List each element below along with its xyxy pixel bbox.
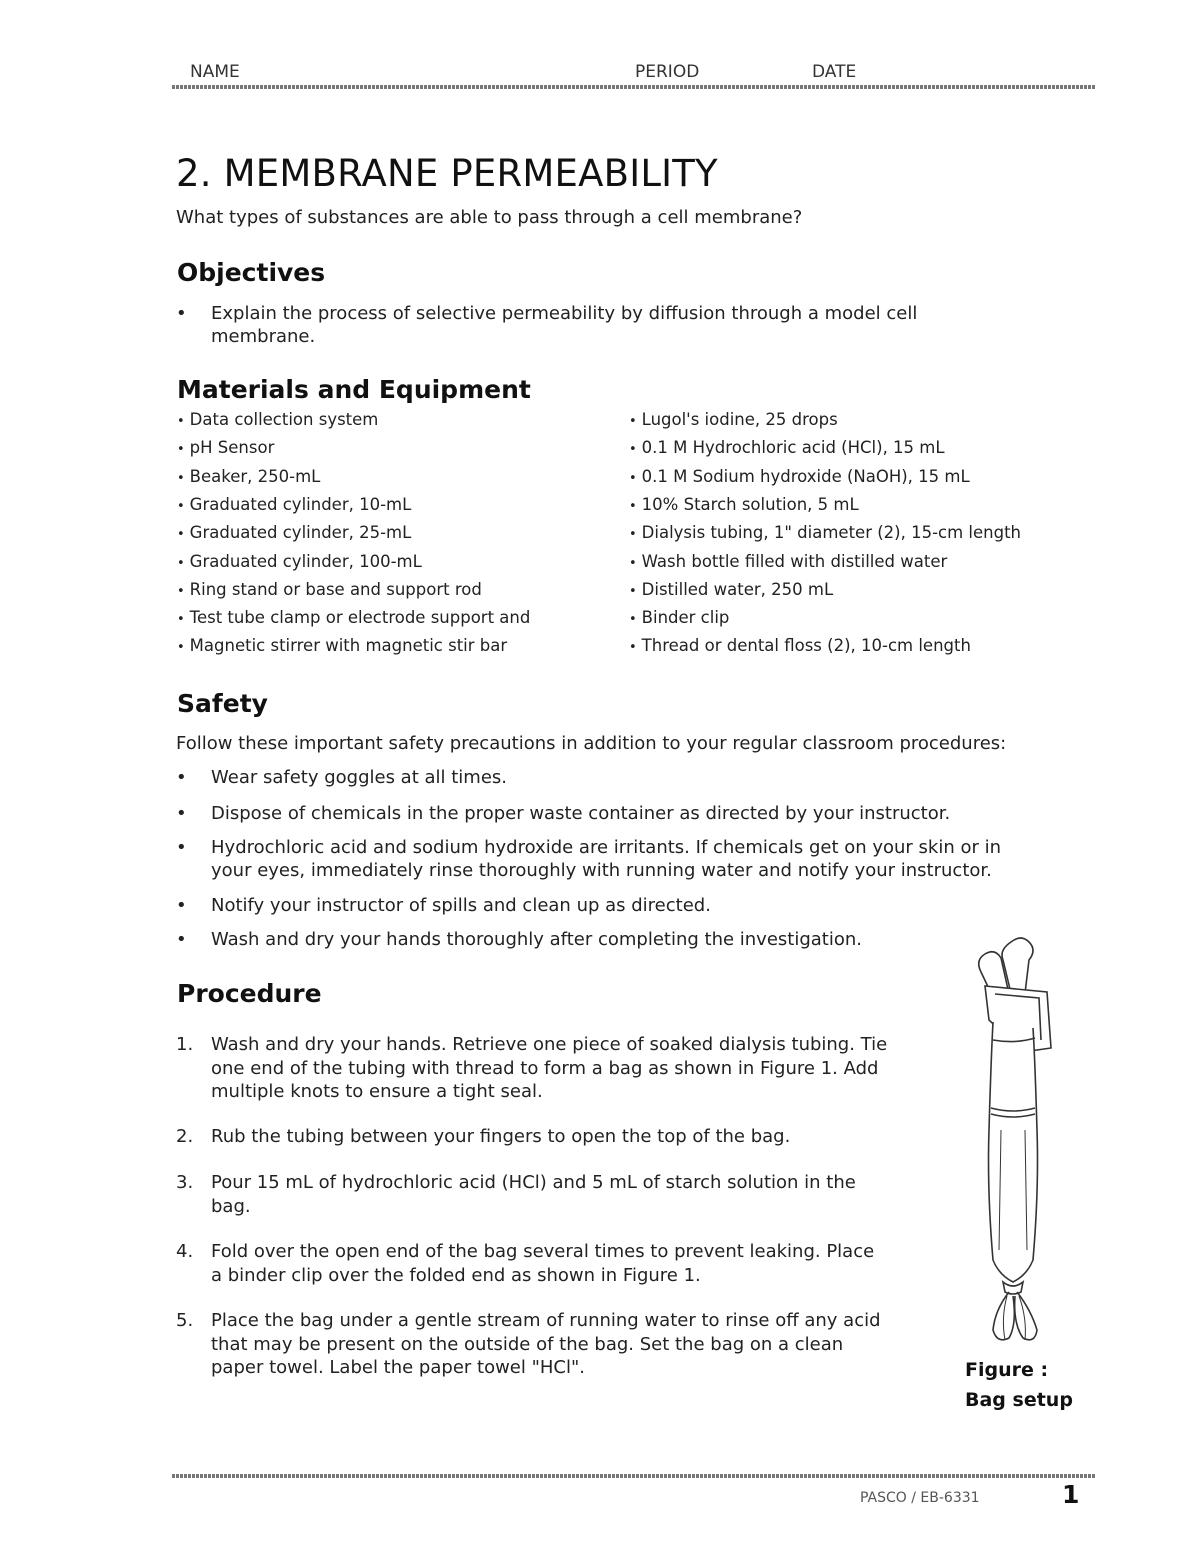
materials-heading: Materials and Equipment bbox=[177, 375, 531, 404]
safety-line: Notify your instructor of spills and clean up as directed. bbox=[211, 895, 711, 916]
step-number: 4. bbox=[176, 1241, 194, 1262]
material-text: 0.1 M Sodium hydroxide (NaOH), 15 mL bbox=[641, 466, 970, 486]
safety-line: Wear safety goggles at all times. bbox=[211, 767, 508, 788]
material-item bbox=[177, 495, 411, 517]
bullet-icon: • bbox=[177, 612, 185, 628]
dialysis-bag-illustration bbox=[955, 930, 1065, 1360]
bullet-icon: • bbox=[629, 583, 637, 599]
footer-source: PASCO / EB-6331 bbox=[860, 1490, 980, 1506]
safety-line: Dispose of chemicals in the proper waste container as directed by your instructor. bbox=[211, 803, 951, 824]
bullet-icon: • bbox=[177, 583, 185, 599]
step-number: 5. bbox=[176, 1310, 194, 1331]
date-label: DATE bbox=[812, 62, 857, 82]
material-text: pH Sensor bbox=[189, 438, 275, 458]
bullet-icon: • bbox=[629, 498, 637, 514]
header-rule bbox=[172, 85, 1096, 89]
step-line: Fold over the open end of the bag several times to prevent leaking. Place bbox=[211, 1241, 875, 1262]
step-number: 2. bbox=[176, 1126, 194, 1147]
objective-line: Explain the process of selective permeability by diffusion through a model cell bbox=[211, 303, 918, 324]
step-line: multiple knots to ensure a tight seal. bbox=[211, 1081, 543, 1102]
step-line: bag. bbox=[211, 1195, 251, 1217]
bullet-icon: • bbox=[629, 527, 637, 543]
material-item bbox=[177, 410, 378, 432]
safety-line: Hydrochloric acid and sodium hydroxide are irritants. If chemicals get on your skin or in bbox=[211, 837, 1002, 858]
material-text: Beaker, 250-mL bbox=[189, 466, 321, 486]
objectives-heading: Objectives bbox=[177, 258, 326, 287]
material-item bbox=[629, 580, 833, 602]
material-text: Wash bottle filled with distilled water bbox=[641, 551, 948, 571]
material-item bbox=[177, 608, 530, 630]
step-number: 1. bbox=[176, 1034, 194, 1055]
bullet-icon: • bbox=[176, 837, 187, 858]
bullet-icon: • bbox=[629, 555, 637, 571]
material-text: Thread or dental floss (2), 10-cm length bbox=[641, 636, 971, 656]
bullet-icon: • bbox=[176, 803, 187, 824]
bullet-icon: • bbox=[177, 442, 185, 458]
step-line: Rub the tubing between your fingers to open the top of the bag. bbox=[211, 1126, 791, 1147]
material-item bbox=[629, 552, 947, 574]
material-text: Lugol's iodine, 25 drops bbox=[641, 410, 838, 429]
name-label: NAME bbox=[190, 62, 240, 82]
bullet-icon: • bbox=[176, 929, 187, 950]
material-text: Data collection system bbox=[189, 410, 379, 429]
material-item bbox=[177, 523, 411, 545]
material-text: Graduated cylinder, 25-mL bbox=[189, 523, 412, 543]
material-item bbox=[629, 608, 729, 630]
page-subtitle: What types of substances are able to pass through a cell membrane? bbox=[176, 207, 803, 228]
bullet-icon: • bbox=[177, 640, 185, 656]
bullet-icon: • bbox=[176, 895, 187, 916]
material-item bbox=[177, 552, 422, 574]
bullet-icon: • bbox=[629, 612, 637, 628]
bag-setup-figure bbox=[955, 930, 1065, 1360]
bullet-icon: • bbox=[177, 555, 185, 571]
bullet-icon: • bbox=[629, 470, 637, 486]
material-item bbox=[629, 410, 838, 432]
material-item bbox=[629, 438, 945, 460]
bullet-icon: • bbox=[176, 303, 187, 324]
material-item bbox=[177, 580, 482, 602]
bullet-icon: • bbox=[629, 414, 637, 429]
step-line: a binder clip over the folded end as shown in Figure 1. bbox=[211, 1264, 701, 1286]
procedure-heading: Procedure bbox=[177, 979, 322, 1008]
material-text: Graduated cylinder, 10-mL bbox=[189, 494, 412, 514]
safety-heading: Safety bbox=[177, 689, 268, 718]
material-text: Test tube clamp or electrode support and bbox=[189, 608, 531, 628]
bullet-icon: • bbox=[177, 527, 185, 543]
step-line: Pour 15 mL of hydrochloric acid (HCl) and 5 mL of starch solution in the bbox=[211, 1172, 856, 1193]
step-line: Wash and dry your hands. Retrieve one piece of soaked dialysis tubing. Tie bbox=[211, 1034, 888, 1055]
objective-line: membrane. bbox=[211, 326, 316, 347]
safety-intro: Follow these important safety precautions in addition to your regular classroom procedures: bbox=[176, 733, 1007, 754]
bullet-icon: • bbox=[177, 498, 185, 514]
material-item bbox=[629, 467, 970, 489]
step-line: paper towel. Label the paper towel "HCl". bbox=[211, 1357, 585, 1378]
bullet-icon: • bbox=[629, 442, 637, 458]
material-text: Binder clip bbox=[641, 608, 730, 628]
material-text: 10% Starch solution, 5 mL bbox=[641, 494, 859, 514]
figure-caption-label: Figure : bbox=[965, 1359, 1049, 1381]
material-text: Magnetic stirrer with magnetic stir bar bbox=[189, 636, 508, 656]
step-line: that may be present on the outside of the bag. Set the bag on a clean bbox=[211, 1333, 844, 1355]
material-item bbox=[177, 636, 507, 658]
material-text: 0.1 M Hydrochloric acid (HCl), 15 mL bbox=[641, 438, 945, 458]
material-text: Distilled water, 250 mL bbox=[641, 579, 834, 599]
figure-caption-title: Bag setup bbox=[965, 1389, 1073, 1411]
material-item bbox=[177, 467, 320, 489]
footer-rule bbox=[172, 1474, 1096, 1478]
step-line: one end of the tubing with thread to form a bag as shown in Figure 1. Add bbox=[211, 1057, 879, 1079]
page-title: 2. MEMBRANE PERMEABILITY bbox=[176, 152, 718, 195]
bullet-icon: • bbox=[177, 414, 185, 429]
bullet-icon: • bbox=[629, 640, 637, 656]
material-text: Graduated cylinder, 100-mL bbox=[189, 551, 422, 571]
safety-line: your eyes, immediately rinse thoroughly with running water and notify your instructor. bbox=[211, 860, 992, 881]
bullet-icon: • bbox=[176, 767, 187, 788]
step-number: 3. bbox=[176, 1172, 194, 1193]
material-item bbox=[177, 438, 274, 460]
material-item bbox=[629, 523, 1021, 545]
material-text: Dialysis tubing, 1" diameter (2), 15-cm length bbox=[641, 523, 1022, 543]
page-number: 1 bbox=[1062, 1480, 1080, 1509]
material-item bbox=[629, 495, 859, 517]
safety-line: Wash and dry your hands thoroughly after completing the investigation. bbox=[211, 929, 863, 950]
material-text: Ring stand or base and support rod bbox=[189, 579, 482, 599]
step-line: Place the bag under a gentle stream of running water to rinse off any acid bbox=[211, 1310, 881, 1331]
period-label: PERIOD bbox=[635, 62, 700, 82]
material-item bbox=[629, 636, 971, 658]
bullet-icon: • bbox=[177, 470, 185, 486]
